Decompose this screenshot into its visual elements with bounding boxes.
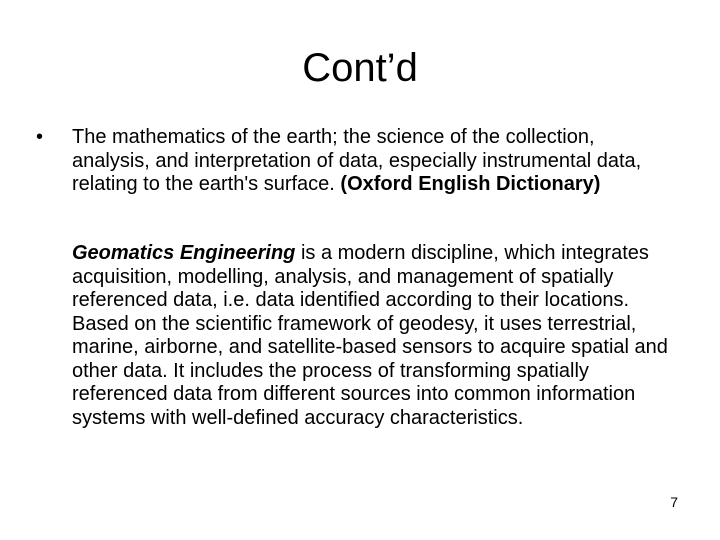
paragraph-term: Geomatics Engineering	[72, 242, 296, 264]
paragraph-text: is a modern discipline, which integrates acquisition, modelling, analysis, and management of spatially referenced data, i.e. data identified according to their locations. Based on the scientific framework of geodesy, it uses terrestrial, marine, airborne, and satellite-based sensors to acquire spatial and other data. It includes the process of transforming spatially referenced data from different sources into common information systems with well-defined accuracy characteristics.	[72, 242, 668, 429]
page-number: 7	[670, 494, 678, 510]
slide-title: Cont’d	[302, 46, 418, 90]
geomatics-paragraph	[72, 242, 672, 430]
bullet-definition: The mathematics of the earth; the science of the collection, analysis, and interpretation of data, especially instrumental data, relating to the earth's surface.	[72, 126, 642, 195]
bullet-source: (Oxford English Dictionary)	[340, 173, 601, 195]
bullet-marker: •	[36, 126, 44, 148]
bullet-text	[72, 126, 676, 197]
bullet-item	[36, 126, 676, 197]
